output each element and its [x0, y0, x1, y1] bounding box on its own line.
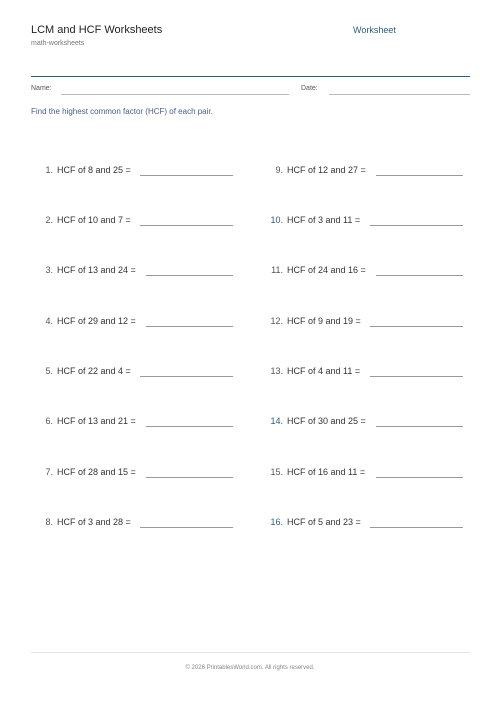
footer-divider	[31, 652, 470, 653]
name-label: Name:	[31, 85, 52, 92]
problem-item	[30, 265, 235, 279]
problem-number: 13.	[270, 366, 283, 376]
answer-field[interactable]	[140, 527, 233, 528]
problem-item	[30, 467, 235, 481]
problem-item	[30, 165, 235, 179]
problem-item	[30, 316, 235, 330]
page-subtitle: math-worksheets	[31, 40, 85, 47]
problem-number: 1.	[45, 165, 53, 175]
problem-item	[30, 517, 235, 531]
name-field[interactable]	[61, 94, 289, 95]
problem-number: 9.	[275, 165, 283, 175]
problem-number: 10.	[270, 215, 283, 225]
problem-item	[260, 215, 465, 229]
answer-field[interactable]	[146, 326, 233, 327]
problem-number: 16.	[270, 517, 283, 527]
problem-item	[30, 366, 235, 380]
answer-field[interactable]	[140, 175, 233, 176]
answer-field[interactable]	[376, 426, 463, 427]
header-divider	[31, 76, 470, 77]
problem-item	[260, 517, 465, 531]
problem-item	[260, 165, 465, 179]
problem-item	[260, 467, 465, 481]
problem-number: 2.	[45, 215, 53, 225]
answer-field[interactable]	[146, 426, 233, 427]
footer-copyright: © 2026 PrintablesWorld.com. All rights reserved.	[185, 665, 315, 671]
date-field[interactable]	[329, 94, 470, 95]
problem-item	[260, 366, 465, 380]
answer-field[interactable]	[140, 376, 233, 377]
problem-number: 12.	[270, 316, 283, 326]
answer-field[interactable]	[140, 225, 233, 226]
problem-number: 14.	[270, 416, 283, 426]
problem-prompt: HCF of 3 and 28 =	[57, 517, 131, 527]
problem-number: 6.	[45, 416, 53, 426]
problem-number: 4.	[45, 316, 53, 326]
answer-field[interactable]	[370, 376, 463, 377]
problem-item	[260, 416, 465, 430]
problem-number: 3.	[45, 265, 53, 275]
problem-prompt: HCF of 29 and 12 =	[57, 316, 136, 326]
problem-number: 11.	[271, 265, 283, 275]
problem-prompt: HCF of 28 and 15 =	[57, 467, 136, 477]
instructions: Find the highest common factor (HCF) of each pair.	[31, 107, 213, 116]
problem-item	[30, 416, 235, 430]
problem-prompt: HCF of 16 and 11 =	[287, 467, 366, 477]
problem-prompt: HCF of 4 and 11 =	[287, 366, 361, 376]
answer-field[interactable]	[146, 275, 233, 276]
problem-prompt: HCF of 3 and 11 =	[287, 215, 361, 225]
problem-item	[260, 316, 465, 330]
problem-prompt: HCF of 13 and 21 =	[57, 416, 136, 426]
problem-prompt: HCF of 12 and 27 =	[287, 165, 366, 175]
problem-item	[30, 215, 235, 229]
answer-field[interactable]	[370, 326, 463, 327]
problem-prompt: HCF of 13 and 24 =	[57, 265, 136, 275]
problem-prompt: HCF of 30 and 25 =	[287, 416, 366, 426]
problem-number: 15.	[270, 467, 283, 477]
problem-number: 5.	[45, 366, 53, 376]
date-label: Date:	[301, 85, 318, 92]
problem-number: 7.	[45, 467, 53, 477]
answer-field[interactable]	[376, 275, 463, 276]
answer-field[interactable]	[146, 477, 233, 478]
problem-prompt: HCF of 10 and 7 =	[57, 215, 131, 225]
problem-prompt: HCF of 24 and 16 =	[287, 265, 366, 275]
problem-number: 8.	[45, 517, 53, 527]
answer-field[interactable]	[376, 175, 463, 176]
problem-item	[260, 265, 465, 279]
answer-field[interactable]	[370, 225, 463, 226]
problem-prompt: HCF of 5 and 23 =	[287, 517, 361, 527]
student-info-row	[31, 85, 470, 97]
problem-prompt: HCF of 9 and 19 =	[287, 316, 361, 326]
problem-prompt: HCF of 22 and 4 =	[57, 366, 131, 376]
page-title: LCM and HCF Worksheets	[31, 24, 163, 36]
problem-prompt: HCF of 8 and 25 =	[57, 165, 131, 175]
answer-field[interactable]	[370, 527, 463, 528]
worksheet-badge: Worksheet	[353, 25, 396, 35]
answer-field[interactable]	[376, 477, 463, 478]
